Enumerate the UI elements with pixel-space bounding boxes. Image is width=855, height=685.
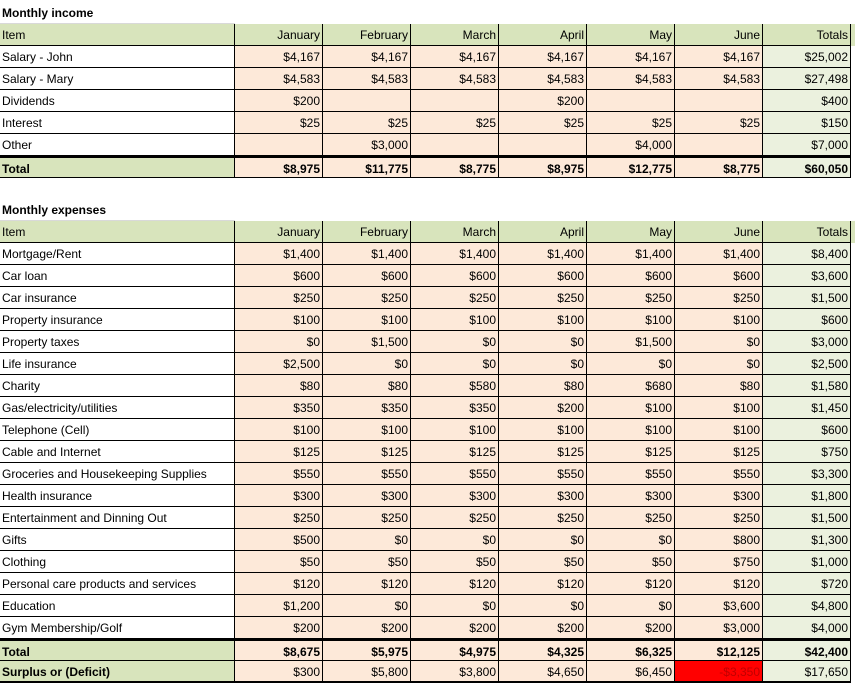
expense-item-value-cell[interactable]: $0 [411,331,499,353]
expense-item-value-cell[interactable]: $0 [323,353,411,375]
expense-item-label[interactable]: Property taxes [0,331,235,353]
income-item-value-cell[interactable]: $4,583 [411,68,499,90]
expense-item-value-cell[interactable]: $250 [587,507,675,529]
expense-item-value-cell[interactable]: $125 [499,441,587,463]
expense-item-value-cell[interactable]: $125 [587,441,675,463]
expense-item-label[interactable]: Gifts [0,529,235,551]
expense-item-value-cell[interactable]: $250 [323,287,411,309]
surplus-deficit-value-cell[interactable]: $3,800 [411,661,499,683]
expense-item-value-cell[interactable]: $600 [235,265,323,287]
expense-item-label[interactable]: Life insurance [0,353,235,375]
income-item-row [0,68,855,90]
expense-item-value-cell[interactable]: $580 [411,375,499,397]
expense-item-value-cell[interactable]: $350 [411,397,499,419]
expense-item-value-cell[interactable]: $1,400 [235,243,323,265]
expenses-total-value-cell[interactable]: $6,325 [587,639,675,661]
income-header-month[interactable]: May [587,24,675,46]
expense-item-total-cell[interactable]: $600 [763,419,851,441]
expense-item-total-cell[interactable]: $600 [763,309,851,331]
expense-item-label[interactable]: Cable and Internet [0,441,235,463]
expense-item-value-cell[interactable]: $550 [411,463,499,485]
income-item-value-cell[interactable]: $4,583 [675,68,763,90]
expense-item-value-cell[interactable]: $100 [411,309,499,331]
income-item-value-cell[interactable]: $4,167 [411,46,499,68]
expense-item-label[interactable]: Telephone (Cell) [0,419,235,441]
expenses-total-label[interactable]: Total [0,639,235,661]
income-item-label[interactable]: Salary - Mary [0,68,235,90]
expense-item-value-cell[interactable]: $100 [411,419,499,441]
expense-item-total-cell[interactable]: $3,600 [763,265,851,287]
expense-item-value-cell[interactable]: $250 [675,287,763,309]
expense-item-value-cell[interactable]: $1,200 [235,595,323,617]
expense-item-value-cell[interactable]: $0 [675,353,763,375]
expense-item-value-cell[interactable]: $100 [587,309,675,331]
surplus-deficit-value-cell[interactable]: $5,800 [323,661,411,683]
expense-item-value-cell[interactable]: $1,400 [411,243,499,265]
expense-item-value-cell[interactable]: $1,400 [587,243,675,265]
expense-item-label[interactable]: Entertainment and Dinning Out [0,507,235,529]
expense-item-value-cell[interactable]: $600 [323,265,411,287]
expense-item-label[interactable]: Clothing [0,551,235,573]
expenses-header-month[interactable]: April [499,221,587,243]
expense-item-label[interactable]: Personal care products and services [0,573,235,595]
income-header-month[interactable]: January [235,24,323,46]
expense-item-row [0,375,855,397]
expense-item-value-cell[interactable]: $300 [587,485,675,507]
expenses-total-total-cell[interactable]: $42,400 [763,639,851,661]
expense-item-value-cell[interactable]: $120 [499,573,587,595]
expense-item-value-cell[interactable]: $550 [587,463,675,485]
expense-item-total-cell[interactable]: $1,300 [763,529,851,551]
income-header-month[interactable]: February [323,24,411,46]
expense-item-value-cell[interactable]: $0 [499,331,587,353]
income-item-value-cell[interactable]: $3,000 [323,134,411,156]
expense-item-label[interactable]: Mortgage/Rent [0,243,235,265]
expense-item-value-cell[interactable]: $120 [323,573,411,595]
surplus-deficit-label[interactable]: Surplus or (Deficit) [0,661,235,683]
expense-item-value-cell[interactable]: $200 [499,617,587,639]
expenses-header-totals[interactable]: Totals [763,221,851,243]
expense-item-value-cell[interactable]: $250 [411,287,499,309]
expense-item-value-cell[interactable]: $125 [235,441,323,463]
income-total-value-cell[interactable]: $8,975 [235,156,323,178]
income-section-title[interactable]: Monthly income [0,2,235,24]
expense-item-label[interactable]: Gas/electricity/utilities [0,397,235,419]
expenses-total-value-cell[interactable]: $8,675 [235,639,323,661]
expense-item-total-cell[interactable]: $1,500 [763,287,851,309]
expense-item-value-cell[interactable]: $600 [411,265,499,287]
expense-item-total-cell[interactable]: $8,400 [763,243,851,265]
expense-item-label[interactable]: Education [0,595,235,617]
expense-item-row [0,397,855,419]
expense-item-value-cell[interactable]: $120 [675,573,763,595]
income-item-total-cell[interactable]: $27,498 [763,68,851,90]
expense-item-value-cell[interactable]: $300 [499,485,587,507]
expense-item-value-cell[interactable]: $200 [235,617,323,639]
expense-item-value-cell[interactable]: $600 [499,265,587,287]
income-item-value-cell[interactable] [411,134,499,156]
expense-item-value-cell[interactable]: $100 [235,419,323,441]
expense-item-value-cell[interactable]: $1,500 [587,331,675,353]
expenses-section-title-row [0,199,855,221]
income-item-value-cell[interactable] [675,90,763,112]
expense-item-value-cell[interactable]: $125 [323,441,411,463]
expense-item-total-cell[interactable]: $3,000 [763,331,851,353]
income-item-value-cell[interactable]: $4,167 [675,46,763,68]
income-item-value-cell[interactable] [675,134,763,156]
income-item-label[interactable]: Other [0,134,235,156]
expense-item-row [0,617,855,639]
expenses-header-month[interactable]: March [411,221,499,243]
expenses-total-row [0,639,855,661]
expense-item-value-cell[interactable]: $0 [587,353,675,375]
expenses-header-item[interactable]: Item [0,221,235,243]
expense-item-value-cell[interactable]: $125 [411,441,499,463]
income-total-total-cell[interactable]: $60,050 [763,156,851,178]
expense-item-value-cell[interactable]: $250 [323,507,411,529]
income-item-value-cell[interactable]: $4,167 [323,46,411,68]
income-header-item[interactable]: Item [0,24,235,46]
expense-item-row [0,551,855,573]
expense-item-value-cell[interactable]: $250 [499,507,587,529]
expense-item-label[interactable]: Charity [0,375,235,397]
expense-item-row [0,287,855,309]
expense-item-value-cell[interactable]: $120 [587,573,675,595]
expense-item-value-cell[interactable]: $200 [411,617,499,639]
income-total-label[interactable]: Total [0,156,235,178]
expense-item-value-cell[interactable]: $200 [587,617,675,639]
income-item-row [0,90,855,112]
expense-item-row [0,309,855,331]
expense-item-value-cell[interactable]: $50 [587,551,675,573]
surplus-deficit-value-cell[interactable]: $4,650 [499,661,587,683]
expenses-header-month[interactable]: January [235,221,323,243]
expense-item-label[interactable]: Car insurance [0,287,235,309]
expenses-header-month[interactable]: February [323,221,411,243]
expense-item-value-cell[interactable]: $250 [499,287,587,309]
expense-item-total-cell[interactable]: $1,580 [763,375,851,397]
income-header-month[interactable]: June [675,24,763,46]
income-total-value-cell[interactable]: $8,975 [499,156,587,178]
expense-item-total-cell[interactable]: $3,300 [763,463,851,485]
expense-item-value-cell[interactable]: $100 [235,309,323,331]
expenses-total-value-cell[interactable]: $4,975 [411,639,499,661]
expense-item-value-cell[interactable]: $1,400 [499,243,587,265]
expense-item-total-cell[interactable]: $750 [763,441,851,463]
expense-item-value-cell[interactable]: $100 [587,397,675,419]
expense-item-value-cell[interactable]: $2,500 [235,353,323,375]
expense-item-value-cell[interactable]: $50 [499,551,587,573]
expense-item-row [0,573,855,595]
income-item-value-cell[interactable]: $4,167 [235,46,323,68]
expense-item-value-cell[interactable]: $120 [411,573,499,595]
expenses-total-value-cell[interactable]: $4,325 [499,639,587,661]
expense-item-value-cell[interactable]: $100 [323,419,411,441]
expenses-header-row [0,221,855,243]
surplus-deficit-value-cell[interactable]: -$3,350 [675,661,763,683]
expense-item-value-cell[interactable]: $50 [323,551,411,573]
expense-item-value-cell[interactable]: $120 [235,573,323,595]
income-item-label[interactable]: Dividends [0,90,235,112]
income-item-value-cell[interactable]: $25 [675,112,763,134]
expense-item-row [0,331,855,353]
expense-item-row [0,353,855,375]
income-item-row [0,112,855,134]
expenses-total-value-cell[interactable]: $12,125 [675,639,763,661]
expense-item-value-cell[interactable]: $0 [235,331,323,353]
income-item-value-cell[interactable]: $25 [587,112,675,134]
expense-item-value-cell[interactable]: $0 [499,353,587,375]
expense-item-row [0,243,855,265]
surplus-deficit-row [0,661,855,683]
expense-item-value-cell[interactable]: $50 [235,551,323,573]
expense-item-value-cell[interactable]: $80 [323,375,411,397]
expense-item-value-cell[interactable]: $100 [675,419,763,441]
expense-item-value-cell[interactable]: $1,400 [675,243,763,265]
expense-item-value-cell[interactable]: $500 [235,529,323,551]
expense-item-value-cell[interactable]: $0 [411,595,499,617]
expense-item-value-cell[interactable]: $100 [499,419,587,441]
income-total-value-cell[interactable]: $8,775 [675,156,763,178]
expense-item-value-cell[interactable]: $550 [499,463,587,485]
income-item-value-cell[interactable]: $4,000 [587,134,675,156]
expense-item-row [0,419,855,441]
expense-item-total-cell[interactable]: $1,450 [763,397,851,419]
expense-item-value-cell[interactable]: $0 [411,529,499,551]
expenses-header-month[interactable]: June [675,221,763,243]
expense-item-value-cell[interactable]: $0 [675,331,763,353]
expense-item-label[interactable]: Health insurance [0,485,235,507]
income-item-value-cell[interactable]: $4,167 [587,46,675,68]
income-item-row [0,134,855,156]
expense-item-value-cell[interactable]: $250 [675,507,763,529]
expense-item-label[interactable]: Gym Membership/Golf [0,617,235,639]
expense-item-value-cell[interactable]: $250 [587,287,675,309]
income-total-row [0,156,855,178]
expense-item-total-cell[interactable]: $1,800 [763,485,851,507]
income-item-label[interactable]: Salary - John [0,46,235,68]
expense-item-value-cell[interactable]: $250 [235,507,323,529]
income-item-value-cell[interactable] [235,134,323,156]
expense-item-total-cell[interactable]: $4,800 [763,595,851,617]
expenses-total-value-cell[interactable]: $5,975 [323,639,411,661]
expense-item-total-cell[interactable]: $4,000 [763,617,851,639]
expense-item-value-cell[interactable]: $3,600 [675,595,763,617]
expense-item-value-cell[interactable]: $300 [675,485,763,507]
expense-item-value-cell[interactable]: $50 [411,551,499,573]
expense-item-row [0,485,855,507]
income-item-value-cell[interactable]: $4,583 [235,68,323,90]
expense-item-total-cell[interactable]: $1,000 [763,551,851,573]
income-item-value-cell[interactable] [323,90,411,112]
income-item-total-cell[interactable]: $7,000 [763,134,851,156]
income-item-total-cell[interactable]: $25,002 [763,46,851,68]
expense-item-value-cell[interactable]: $600 [675,265,763,287]
expense-item-value-cell[interactable]: $750 [675,551,763,573]
surplus-deficit-value-cell[interactable]: $300 [235,661,323,683]
income-item-total-cell[interactable]: $150 [763,112,851,134]
expense-item-value-cell[interactable]: $250 [411,507,499,529]
expense-item-value-cell[interactable]: $100 [587,419,675,441]
expense-item-total-cell[interactable]: $2,500 [763,353,851,375]
expense-item-value-cell[interactable]: $600 [587,265,675,287]
expense-item-value-cell[interactable]: $3,000 [675,617,763,639]
income-item-value-cell[interactable]: $4,583 [587,68,675,90]
income-item-value-cell[interactable] [411,90,499,112]
expense-item-label[interactable]: Car loan [0,265,235,287]
expense-item-row [0,507,855,529]
expense-item-value-cell[interactable]: $200 [499,397,587,419]
expense-item-value-cell[interactable]: $100 [323,309,411,331]
income-header-totals[interactable]: Totals [763,24,851,46]
expenses-section-title[interactable]: Monthly expenses [0,199,235,221]
expense-item-value-cell[interactable]: $0 [323,529,411,551]
income-total-value-cell[interactable]: $8,775 [411,156,499,178]
expense-item-value-cell[interactable]: $550 [675,463,763,485]
expense-item-row [0,265,855,287]
expense-item-value-cell[interactable]: $0 [587,595,675,617]
expenses-header-month[interactable]: May [587,221,675,243]
expense-item-value-cell[interactable]: $350 [323,397,411,419]
income-item-value-cell[interactable]: $4,583 [323,68,411,90]
expense-item-row [0,441,855,463]
expense-item-label[interactable]: Groceries and Housekeeping Supplies [0,463,235,485]
income-item-value-cell[interactable]: $200 [499,90,587,112]
expense-item-total-cell[interactable]: $720 [763,573,851,595]
expense-item-value-cell[interactable]: $1,500 [323,331,411,353]
expense-item-row [0,463,855,485]
expense-item-value-cell[interactable]: $80 [499,375,587,397]
expense-item-value-cell[interactable]: $100 [499,309,587,331]
income-item-value-cell[interactable]: $4,167 [499,46,587,68]
expense-item-value-cell[interactable]: $680 [587,375,675,397]
expense-item-value-cell[interactable]: $250 [235,287,323,309]
income-item-value-cell[interactable]: $200 [235,90,323,112]
income-item-value-cell[interactable] [499,134,587,156]
expense-item-value-cell[interactable]: $350 [235,397,323,419]
expense-item-value-cell[interactable]: $0 [323,595,411,617]
expense-item-value-cell[interactable]: $300 [411,485,499,507]
expense-item-value-cell[interactable]: $550 [323,463,411,485]
expense-item-value-cell[interactable]: $100 [675,397,763,419]
expense-item-label[interactable]: Property insurance [0,309,235,331]
income-total-value-cell[interactable]: $11,775 [323,156,411,178]
expense-item-value-cell[interactable]: $0 [411,353,499,375]
income-total-value-cell[interactable]: $12,775 [587,156,675,178]
expense-item-value-cell[interactable]: $200 [323,617,411,639]
expense-item-value-cell[interactable]: $1,400 [323,243,411,265]
expense-item-value-cell[interactable]: $100 [675,309,763,331]
income-item-value-cell[interactable] [587,90,675,112]
income-item-row [0,46,855,68]
expense-item-value-cell[interactable]: $0 [499,595,587,617]
expense-item-value-cell[interactable]: $80 [675,375,763,397]
income-header-row [0,24,855,46]
expense-item-row [0,529,855,551]
expense-item-row [0,595,855,617]
income-item-total-cell[interactable]: $400 [763,90,851,112]
income-item-value-cell[interactable]: $25 [499,112,587,134]
income-section-title-row [0,2,855,24]
expense-item-total-cell[interactable]: $1,500 [763,507,851,529]
expense-item-value-cell[interactable]: $550 [235,463,323,485]
income-header-month[interactable]: March [411,24,499,46]
expense-item-value-cell[interactable]: $0 [499,529,587,551]
expense-item-value-cell[interactable]: $125 [675,441,763,463]
expense-item-value-cell[interactable]: $0 [587,529,675,551]
expense-item-value-cell[interactable]: $800 [675,529,763,551]
income-item-value-cell[interactable]: $25 [411,112,499,134]
income-item-value-cell[interactable]: $25 [323,112,411,134]
income-header-month[interactable]: April [499,24,587,46]
surplus-deficit-value-cell[interactable]: $6,450 [587,661,675,683]
income-item-value-cell[interactable]: $25 [235,112,323,134]
surplus-deficit-total-cell[interactable]: $17,650 [763,661,851,683]
expense-item-value-cell[interactable]: $300 [323,485,411,507]
expense-item-value-cell[interactable]: $300 [235,485,323,507]
income-item-label[interactable]: Interest [0,112,235,134]
expense-item-value-cell[interactable]: $80 [235,375,323,397]
income-item-value-cell[interactable]: $4,583 [499,68,587,90]
